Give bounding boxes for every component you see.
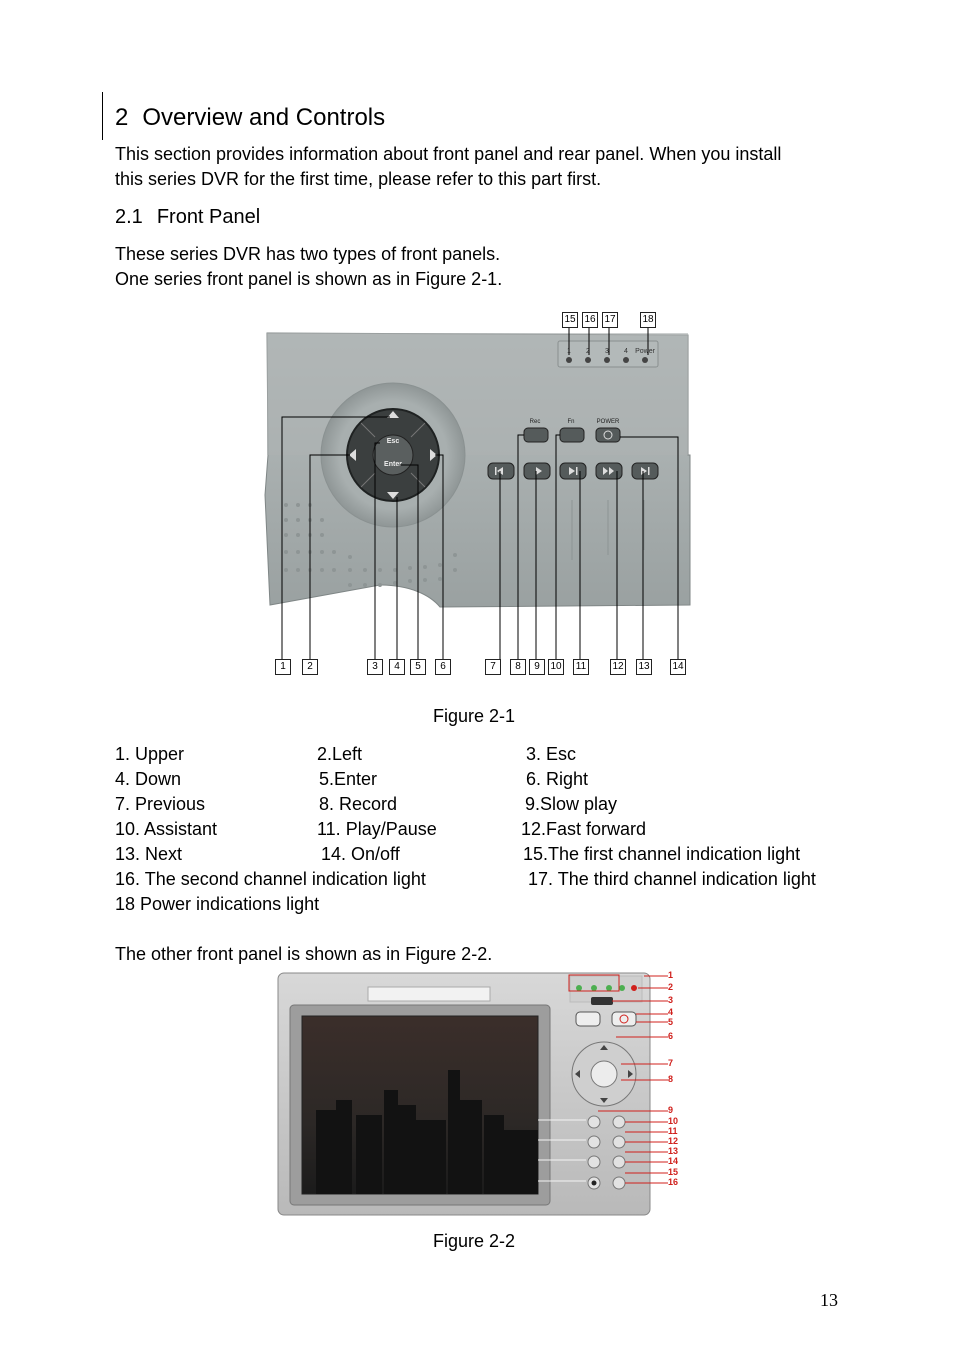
led-label: Power <box>635 348 655 355</box>
figure-2-1 <box>260 305 700 685</box>
figure-2-caption: Figure 2-2 <box>433 1231 516 1251</box>
led-label: 4 <box>624 348 628 355</box>
legend-item: 1. Upper <box>115 744 185 764</box>
callout-red: 10 <box>668 1116 679 1126</box>
callout-5: 5 <box>410 659 426 675</box>
callout-red: 9 <box>668 1105 674 1115</box>
callout-6: 6 <box>435 659 451 675</box>
callout-2: 2 <box>302 659 318 675</box>
callout-4: 4 <box>389 659 405 675</box>
callout-8: 8 <box>510 659 526 675</box>
callout-red: 3 <box>668 995 674 1005</box>
front-intro-paragraph <box>115 242 502 292</box>
heading-margin-bar <box>102 92 103 140</box>
figure-1-caption: Figure 2-1 <box>433 706 516 726</box>
callout-red: 5 <box>668 1017 674 1027</box>
callout-10: 10 <box>548 659 564 675</box>
legend-item: 7. Previous <box>115 794 206 814</box>
legend-item: 10. Assistant <box>115 819 218 839</box>
legend-item: 3. Esc <box>526 744 577 764</box>
callout-red: 1 <box>668 970 674 980</box>
led-label: 1 <box>567 348 571 355</box>
legend-item: 14. On/off <box>321 844 400 864</box>
callout-red: 15 <box>668 1167 679 1177</box>
monitor-panel-illustration <box>276 970 686 1218</box>
callout-red: 4 <box>668 1007 674 1017</box>
legend-item: 6. Right <box>526 769 589 789</box>
subsection-heading <box>115 206 260 229</box>
callout-14: 14 <box>670 659 686 675</box>
callout-12: 12 <box>610 659 626 675</box>
legend-item: 16. The second channel indication light <box>115 869 426 889</box>
callout-13: 13 <box>636 659 652 675</box>
section-title: Overview and Controls <box>142 104 386 131</box>
fn-button[interactable] <box>560 428 584 442</box>
callout-red: 6 <box>668 1031 674 1041</box>
legend-item: 8. Record <box>319 794 398 814</box>
callout-red: 16 <box>668 1177 679 1187</box>
front-panel-illustration <box>260 305 700 685</box>
callout-red: 14 <box>668 1156 679 1166</box>
rec-label: Rec <box>529 419 541 425</box>
page-number: 13 <box>820 1290 838 1310</box>
fn-label: Fn <box>567 419 575 425</box>
callout-1: 1 <box>275 659 291 675</box>
callout-red: 12 <box>668 1136 679 1146</box>
callout-16: 16 <box>582 312 598 328</box>
power-label: POWER <box>596 419 620 425</box>
callout-3: 3 <box>367 659 383 675</box>
legend-item: 9.Slow play <box>525 794 618 814</box>
intro-line: this series DVR for the first time, please refer to this part first. <box>115 169 602 189</box>
enter-label: Enter <box>384 461 402 468</box>
power-button-2[interactable] <box>612 1012 636 1026</box>
callout-15: 15 <box>562 312 578 328</box>
callout-7: 7 <box>485 659 501 675</box>
legend-item: 12.Fast forward <box>521 819 647 839</box>
legend-item: 17. The third channel indication light <box>528 869 816 889</box>
callout-9: 9 <box>529 659 545 675</box>
other-panel-paragraph: The other front panel is shown as in Figure 2-2. <box>115 944 493 964</box>
section-number: 2 <box>115 104 129 131</box>
callout-red: 13 <box>668 1146 679 1156</box>
front-intro-line: These series DVR has two types of front panels. <box>115 244 501 264</box>
legend-item: 4. Down <box>115 769 182 789</box>
led-label: 2 <box>586 348 590 355</box>
esc-label: Esc <box>386 438 400 445</box>
shift-button[interactable] <box>576 1012 600 1026</box>
legend-item: 15.The first channel indication light <box>523 844 801 864</box>
callout-18: 18 <box>640 312 656 328</box>
intro-line: This section provides information about front panel and rear panel. When you install <box>115 144 782 164</box>
subsection-title: Front Panel <box>156 206 261 228</box>
legend-item: 5.Enter <box>319 769 378 789</box>
front-intro-line: One series front panel is shown as in Figure 2-1. <box>115 269 503 289</box>
intro-paragraph <box>115 142 781 192</box>
callout-red: 11 <box>668 1126 678 1136</box>
section-heading <box>115 104 385 132</box>
legend-item: 11. Play/Pause <box>317 819 437 839</box>
callout-red: 7 <box>668 1058 674 1068</box>
callout-11: 11 <box>573 659 589 675</box>
legend-item: 13. Next <box>115 844 183 864</box>
legend-item: 2.Left <box>317 744 363 764</box>
figure-2-2 <box>276 970 686 1218</box>
callout-red: 8 <box>668 1074 674 1084</box>
callout-red: 2 <box>668 982 674 992</box>
callout-17: 17 <box>602 312 618 328</box>
led-label: 3 <box>605 348 609 355</box>
subsection-number: 2.1 <box>115 206 143 228</box>
power-button[interactable] <box>596 428 620 442</box>
legend-item: 18 Power indications light <box>115 894 320 914</box>
record-button[interactable] <box>524 428 548 442</box>
